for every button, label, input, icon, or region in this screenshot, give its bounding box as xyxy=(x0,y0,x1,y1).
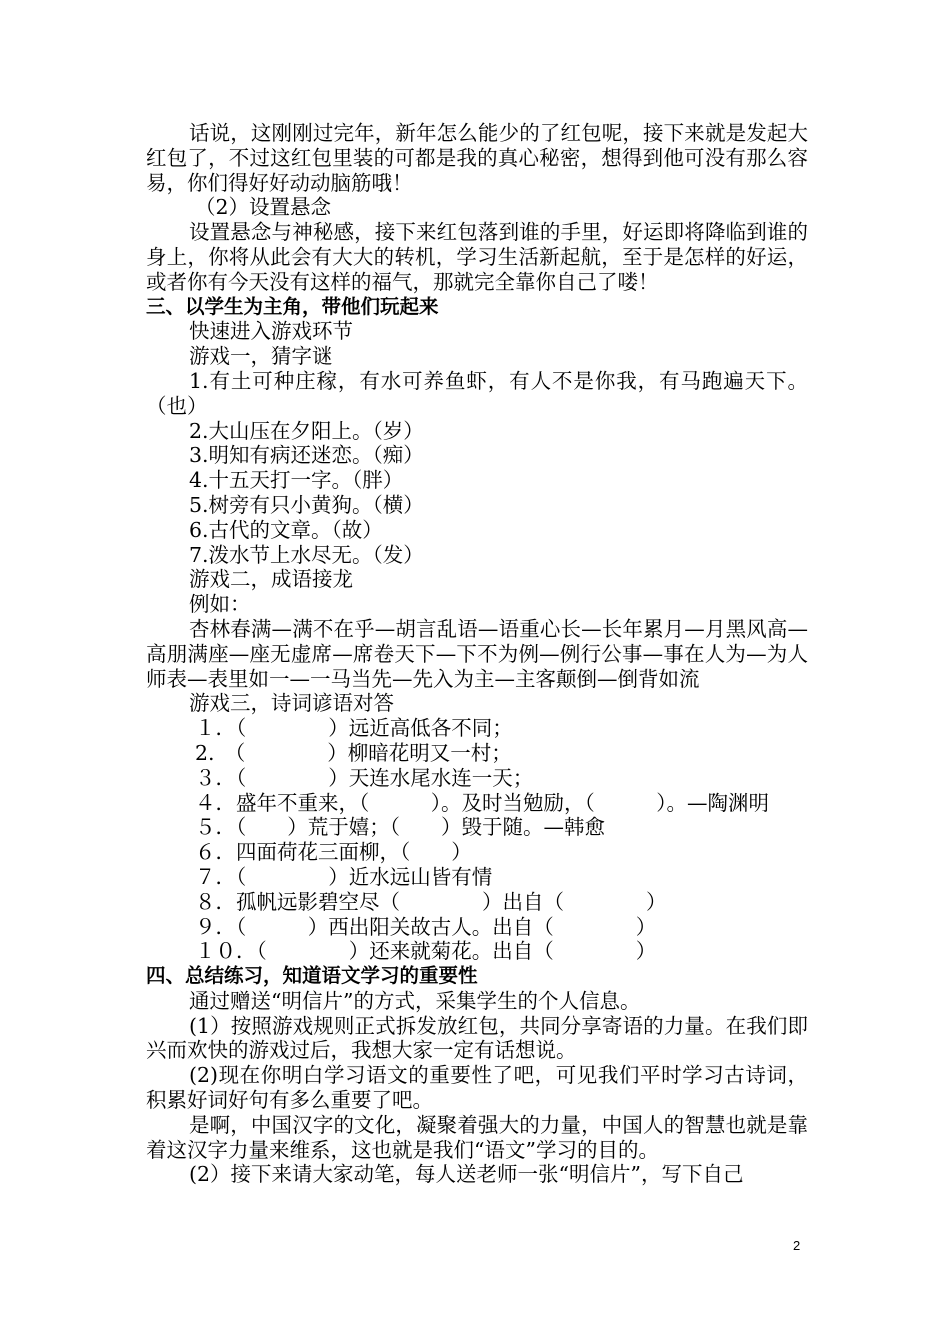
riddle-item: 5.树旁有只小黄狗。（横） xyxy=(189,492,424,517)
subsection-title: （2）设置悬念 xyxy=(195,195,332,220)
riddle-item: 6.古代的文章。（故） xyxy=(189,517,383,542)
poem-item: 2. （ ）柳暗花明又一村； xyxy=(195,740,512,765)
page-number: 2 xyxy=(793,1238,801,1253)
riddle-item: 7.泼水节上水尽无。（发） xyxy=(189,542,424,567)
poem-item: ６．四面荷花三面柳，（ ） xyxy=(195,840,472,865)
page-content xyxy=(146,121,808,1187)
riddle-item: 4.十五天打一字。（胖） xyxy=(189,468,404,493)
game3-title: 游戏三，诗词谚语对答 xyxy=(189,691,394,716)
postcard-intro: 通过赠送“明信片”的方式，采集学生的个人信息。 xyxy=(189,988,641,1013)
idiom-chain: 杏林春满—满不在乎—胡言乱语—语重心长—长年累月—月黑风高—高朋满座—座无虚席—席卷天下—下不为例—例行公事—事在人为—为人师表—表里如一—一马当先—先入为主—主客颠倒—倒背如流 xyxy=(146,616,808,691)
game1-title: 游戏一，猜字谜 xyxy=(189,344,333,369)
poem-item: ８．孤帆远影碧空尽（ ）出自（ ） xyxy=(195,889,667,914)
section-heading-3: 三、以学生为主角，带他们玩起来 xyxy=(146,294,439,318)
poem-item: ３．（ ）天连水尾水连一天； xyxy=(195,765,534,790)
poem-item: ９．（ ）西出阳关故古人。出自（ ） xyxy=(195,914,657,939)
game-intro: 快速进入游戏环节 xyxy=(189,319,353,344)
riddle-item: 1.有土可种庄稼，有水可养鱼虾，有人不是你我，有马跑遍天下。（也） xyxy=(146,368,808,418)
poem-item: １．（ ）远近高低各不同； xyxy=(195,716,513,741)
summary-paragraph-4: (2）接下来请大家动笔，每人送老师一张“明信片”，写下自己 xyxy=(189,1162,744,1187)
game2-title: 游戏二，成语接龙 xyxy=(189,567,353,592)
summary-paragraph-1: (1）按照游戏规则正式拆发放红包，共同分享寄语的力量。在我们即兴而欢快的游戏过后，我想大家一定有话想说。 xyxy=(146,1013,808,1063)
summary-paragraph-3: 是啊，中国汉字的文化，凝聚着强大的力量，中国人的智慧也就是靠着这汉字力量来维系，这也就是我们“语文”学习的目的。 xyxy=(146,1112,808,1162)
intro-paragraph: 话说，这刚刚过完年，新年怎么能少的了红包呢，接下来就是发起大红包了，不过这红包里装的可都是我的真心秘密，想得到他可没有那么容易，你们得好好动动脑筋哦！ xyxy=(146,121,808,195)
poem-item: ７．（ ）近水远山皆有情 xyxy=(195,864,493,889)
example-label: 例如： xyxy=(189,592,251,617)
poem-item: ４．盛年不重来，（ ）。及时当勉励，（ ）。—陶渊明 xyxy=(195,790,769,815)
poem-item: １０．（ ）还来就菊花。出自（ ） xyxy=(195,939,657,964)
poem-item: ５．（ ）荒于嬉；（ ）毁于随。—韩愈 xyxy=(195,815,605,840)
section-heading-4: 四、总结练习，知道语文学习的重要性 xyxy=(146,964,478,988)
suspense-paragraph: 设置悬念与神秘感，接下来红包落到谁的手里，好运即将降临到谁的身上，你将从此会有大大的转机，学习生活新起航，至于是怎样的好运，或者你有今天没有这样的福气，那就完全靠你自己了喽！ xyxy=(146,220,808,294)
riddle-item: 3.明知有病还迷恋。（痴） xyxy=(189,443,424,468)
riddle-item: 2.大山压在夕阳上。（岁） xyxy=(189,418,424,443)
summary-paragraph-2: (2)现在你明白学习语文的重要性了吧，可见我们平时学习古诗词，积累好词好句有多么重要了吧。 xyxy=(146,1063,808,1113)
